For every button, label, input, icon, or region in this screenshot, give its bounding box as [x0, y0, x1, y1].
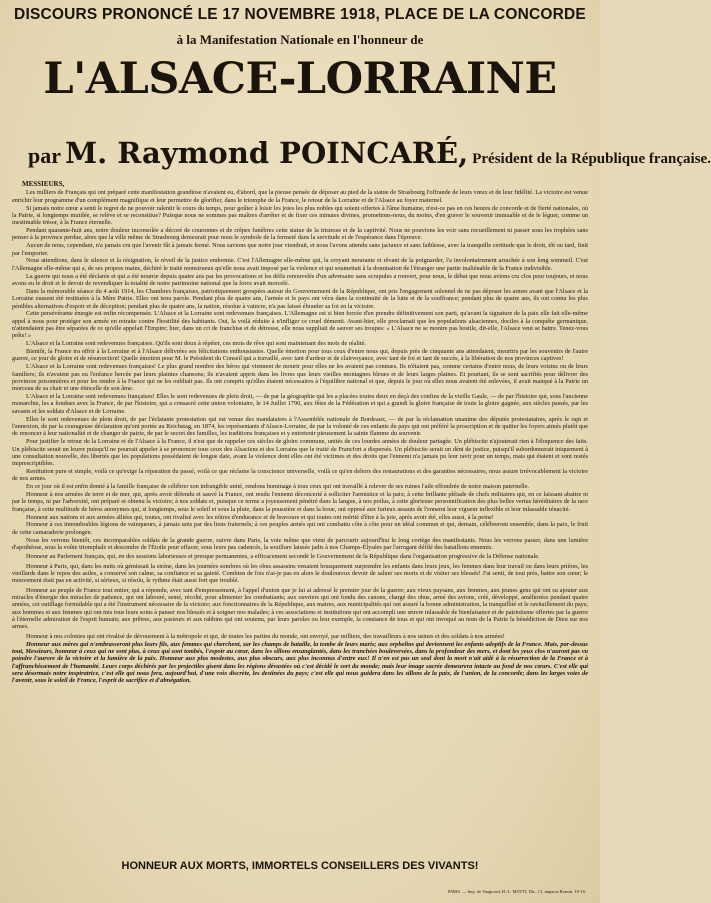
- salutation: MESSIEURS,: [22, 180, 65, 188]
- paragraph: Pour justifier le retour de la Lorraine et de l'Alsace à la France, il n'est que de rappeler ces siècles de gloire commune, unités de ces lourdes années de douleur partagée. Un plébiscite n'ajouterait rien à l'éloquence des faits. Un plébiscite serait un leurre puisqu'il ne pourrait appeler à se prononcer tous ceux des Alsaciens et des Lorrains que le traité de Francfort a dispersés. Un plébiscite serait un déni de justice, puisqu'il subordonnerait iniquement à une consultation nouvelle, des libertés que les populations possédaient de longue date, avant la violence dont elles ont été victimes et des droits que l'ennemi n'a jamais pu leur ravir pour un temps, mais qui étaient et sont restés imprescriptibles.: [12, 438, 588, 468]
- paragraph: Honneur à Paris, qui, dans les nuits où gémissait la sirène, dans les journées sombres où les obus assassins venaient brusquement surprendre les enfants dans leurs jeux, les femmes dans leur travail ou dans leurs prières, les vieillards dans le repos des asiles, a conservé son calme, sa confiance et sa gaieté. Combien de fois n'ai-je pas eu alors le douloureux devoir de saluer ses morts et de visiter ses blessés! J'ai senti, de tout près, battre son cœur; le mouvement était pas en activité, si sérieux, si résolu, le rythme était aussi fort que troublé.: [12, 562, 588, 585]
- closing-line: HONNEUR AUX MORTS, IMMORTELS CONSEILLERS DES VIVANTS!: [121, 860, 479, 872]
- paragraph: Nous attendions, dans le silence et la résignation, le réveil de la justice endormie. C'est l'Allemagne elle-même qui, la croyant mourante et rêvant de la poignarder, l'a involontairement arrachée à son long sommeil. C'est l'Allemagne elle-même qui a, de ses propres mains, déchiré le traité monstrueux qu'elle nous avait imposé par la violence et qui soumettait à la domination de l'étranger une partie inaliénable de la France indivisible.: [12, 257, 588, 272]
- paragraph: Honneur aux nations et aux armées alliées qui, toutes, ont rivalisé avec les nôtres d'endurance et de bravoure et qui toutes ont mérité d'être à la joie, après avoir été, elles aussi, à la peine!: [26, 513, 494, 521]
- event-subheading: à la Manifestation Nationale en l'honneur de: [176, 32, 424, 47]
- paragraph: Nous les verrons bientôt, ces incomparables soldats de la grande guerre, suivre dans Paris, la voie même que vient de parcourir aujourd'hui le long cortège des manifestants. Nous les verrons passer, dans une lumière d'apothéose, sous la voûte triomphale et descendre de l'Étoile pour effacer, sous leurs pas cadencés, la souillure laissée jadis à nos Champs-Élysées par l'arrogant défilé des bataillons ennemis.: [12, 536, 588, 551]
- paragraph: En ce jour où il est enfin donné à la famille française de célébrer son infrangible unité, rendons hommage à tous ceux qui ont travaillé à relever de ses ruines l'aile effondrée de notre maison paternelle.: [26, 483, 530, 491]
- speech-body: [12, 181, 588, 859]
- byline-par: par: [28, 143, 61, 168]
- paragraph: Bientôt, la France ira offrir à la Lorraine et à l'Alsace délivrées ses félicitations enthousiastes. Quelle émotion pour tous ceux d'entre nous qui, depuis près de cinquante ans attendaient, meurtris par les souvenirs de l'autre guerre, ce jour de gloire et de résurrection! Quelle émotion pour M. le Président du Conseil qui a travaillé, avec tant d'ardeur et de clairvoyance, avec tant de foi et tant de succès, à la libération de nos provinces captives!: [12, 348, 588, 363]
- paragraph: Pendant quarante-huit ans, notre douleur inconsolée a décoré de couronnes et de crêpes funèbres cette statue de la tristesse et de la captivité. Nous ne pouvions les voir sans recueillement ni passer sous les trophées sans penser à la province perdue, alors que la ville même de Strasbourg demeurait pour nous le symbole de la fermeté dans la servitude et de l'espérance dans l'épreuve.: [12, 227, 588, 242]
- paragraph: Honneur à nos colonies qui ont rivalisé de dévouement à la métropole et qui, de toutes les parties du monde, ont envoyé, par milliers, des travailleurs à nos usines et des soldats à nos armées!: [26, 632, 505, 640]
- byline: [28, 136, 711, 170]
- speaker-role: Président de la République française.: [472, 151, 711, 167]
- paragraph: Honneur à nos armées de terre et de mer, qui, après avoir défendu et sauvé la France, ont rendu l'ennemi déconcerté à solliciter l'armistice et la paix; à cette brillante pléiade de chefs militaires qui, en ce laissant abattre ni par le temps, ni par l'adversité, ont préparé et obtenu la victoire; à nos soldats et, puisque ce terme a joyeusement pénétré dans la langue, à nos poilus, à cette glorieuse personnification des plus belles vertus héréditaires de la race française, à cette multitude de héros anonymes qui, si longtemps, sous le soleil et sous la pluie, dans la poussière et dans la boue, ont opposé aux furieux assauts de l'ennemi leur vigueur inflexible et leur inlassable ténacité.: [12, 491, 588, 513]
- paragraph: Si jamais notre cœur a senti le regret de ne pouvoir ralentir le cours du temps, pour goûter à loisir les joies les plus nobles qui soient offertes à l'âme humaine, n'est-ce pas en ces heures de concorde et de fierté nationales, où la Patrie, si longtemps mutilée, se relève et se reconstitue? Puisque nous ne sommes pas maîtres d'arrêter et de fixer ces minutes divines, promettons-nous, du moins, d'en graver le souvenir immuable et de le léguer, comme un inestimable trésor, à la France éternelle.: [12, 204, 588, 227]
- paragraph: L'Alsace et la Lorraine sont redevenues françaises! Le plus grand nombre des héros qui viennent de mourir pour elles ne les avaient pas connues. Ils n'étaient pas, comme certains d'entre nous, de leurs voisins ou de leurs familiers; ils n'avaient pas eu l'enfance bercée par leurs plaintes chansons; ils n'avaient appris dans les livres que leurs vieilles montagnes bleues et de leurs larges plaines. Et pourtant, ils se sont sacrifiés pour délivrer des provinces prisonnières et pour les rendre à la France qui ne les oubliait pas. Ils ont compris qu'elles étaient nécessaires à l'équilibre national et que, depuis le jour où elles nous avaient été enlevées, il avait manqué à la Patrie un morceau de sa chair et une étincelle de son âme.: [12, 363, 588, 393]
- paragraph: La guerre qui nous a été déclarée et qui a été nourrie depuis quatre ans par les provocations et les défis renouvelés d'un adversaire sans scrupules a rouvert, pour nous, le débat que nous avions cru clos pour toujours, et nous avons eu le droit et le devoir de revendiquer la totalité de notre patrimoine national que la force avait morcelé.: [12, 272, 588, 287]
- paragraph: L'Alsace et la Lorraine sont redevenues françaises! Elles le sont redevenues de plein droit, — de par la géographie qui les a placées toutes deux en deçà des confins de la vieille Gaule, — de par l'histoire qui, sous l'ancienne monarchie, les a fondues avec la France, de par l'histoire, qui a consacré cette union volontaire, le 14 Juillet 1790, aux fêtes de la Fédération et qui a grandi la gloire française de toute la gloire gagnée, aux siècles passés, par les savants et les soldats d'Alsace et de Lorraine.: [12, 393, 588, 415]
- speaker-name: M. Raymond POINCARÉ,: [65, 136, 469, 170]
- paragraph: Dans la mémorable séance du 4 août 1914, les Chambres françaises, patriotiquement groupées autour du Gouvernement de la République, ont pris l'engagement solennel de ne pas déposer les armes avant que l'Alsace et la Lorraine eussent été restituées à la Mère Patrie. Elles ont tenu parole. Pendant plus de quatre ans, l'armée et le pays ont vécu dans la continuité de la lutte et de la souffrance; pendant plus de quatre ans, ils ont connu les plus pénibles alternatives d'espoir et de déception; pendant plus de quatre ans, la nation, résolue à vaincre, n'a pas laissé ébranler sa foi en la victoire.: [12, 287, 588, 310]
- speech-heading: DISCOURS PRONONCÉ LE 17 NOVEMBRE 1918, PLACE DE LA CONCORDE: [14, 6, 586, 23]
- paragraph: Aucun de nous, cependant, n'a jamais cru que l'avenir fût à jamais fermé. Nous savions que notre jour viendrait, et nous l'avons attendu sans jactance et sans faiblesse, avec la tranquille certitude que le droit, tôt ou tard, finit par l'emporter.: [12, 242, 588, 257]
- paragraph: Honneur à ces innombrables légions de vainqueurs, à jamais unis par des liens fraternels; à ces peuples armés qui ont combattu côte à côte pour un idéal commun et qui, demain, célébreront ensemble, dans la paix, le fruit de cette camaraderie prolongée.: [12, 521, 588, 536]
- paragraph: L'Alsace et la Lorraine sont redevenues françaises. Qu'ils sont doux à répéter, ces mots de rêve qui sont maintenant des mots de réalité.: [26, 340, 367, 348]
- paragraph: Restitution pure et simple, voilà ce qu'exige la réparation du passé, voilà ce que réclame la conscience universelle, voilà ce qu'en dehors des restaurations et des garanties nécessaires, nous assure irrévocablement la victoire de nos armes.: [12, 468, 588, 483]
- paragraph: Les milliers de Français qui ont préparé cette manifestation grandiose n'avaient eu, d'abord, que la pieuse pensée de déposer au pied de la statue de Strasbourg l'offrande de leurs vœux et de leur fidélité. La victoire est venue enrichir leur programme d'un complément magnifique et leur permettre de glorifier, dans le triomphe de la France, le retour de la Lorraine et de l'Alsace au foyer maternel.: [12, 189, 588, 204]
- paragraph: Honneur au Parlement français, qui, en des sessions laborieuses et presque permanentes, a efficacement secondé le Gouvernement de la République dans l'organisation progressive de la Défense nationale.: [26, 553, 540, 561]
- paragraph: Honneur au peuple de France tout entier, qui a répondu, avec tant d'empressement, à l'appel d'union que je lui ai adressé le premier jour de la guerre; aux vieux paysans, aux femmes, aux jeunes gens qui ont su ajouter aux miracles d'énergie des miracles de patience, qui ont labouré, semé, récolté, pour alimenter les combattants; aux ouvriers qui ont fondu des canons, chargé des obus, armé des avions, créé, développé, améliorées pendant quatre années, cet outillage formidable qui a été l'instrument nécessaire de la victoire; aux fonctionnaires de la République, aux maires, aux municipalités qui ont assuré la bonne administration, la tranquillité et le ravitaillement du pays; aux hommes et aux femmes qui ont mis tous leurs soins à panser nos blessés et à soigner nos malades; à ces associations et institutions qui ont accompli une œuvre inlassable de bienfaisance et de patriotisme offertes par la guerre à l'éternelle admiration de l'esprit humain; aux prêtres, aux pasteurs et aux rabbins qui ont soutenu, par leurs paroles ou leur exemple, la constance de tous et qui ont invoqué au nom de la Patrie la bénédiction de Dieu sur nos armes.: [12, 586, 588, 631]
- paragraph: Honneur aux mères qui n'embrasseront plus leurs fils, aux femmes qui cherchent, sur les champs de bataille, la tombe de leurs maris; aux orphelins qui deviennent les enfants adoptifs de la France. Mais, par-dessus tout, Messieurs, honneur à ceux qui ne sont plus, à ceux qui sont tombés, l'espoir au cœur, dans les sillons ensanglantés, dans les tranchées bouleversées, dans la profondeur des mers, et dont les yeux clos n'auront pas vu poindre l'aurore de la victoire et la lumière de la paix. Honneur aux plus modestes, aux plus obscurs, aux plus inconnus d'entre eux! Il n'en est pas un seul dont la mort n'ait aidé à la résurrection de la France et à l'affranchissement de l'humanité. Leurs corps déchirés par les projectiles gisent dans les régions dévastées où c'est décidé le sort du monde; mais leur image sacrée demeurera intacte au fond de nos cœurs. C'est elle qui sera désormais notre inspiratrice, c'est elle qui nous fera, aujourd'hui, d'une voix discrète, les destinées du pays; c'est elle qui nous guidera dans les sillons de la paix, de l'union, de la concorde; dans les larges voies de l'avenir, sous le soleil de France, l'esprit de sacrifice et d'abnégation.: [12, 640, 588, 685]
- paragraph: Elles le sont redevenues de plein droit, de par l'éclatante protestation qui est venue des mandataires à l'Assemblée nationale de Bordeaux, — de par la réclamation unanime des députés protestataires, après le rapt et l'annexion, de par la courageuse déclaration qu'ont portée au Reichstag, en 1874, les représentants d'Alsace-Lorraine, de par la volonté de ces enfants du pays qui ont préféré la proscription et de quitter les foyers aimés plutôt que de renoncer à leur nationalité et de changer de patrie, de par le secret des familles, les traditions françaises et y entretenir pieusement la sainte flamme du souvenir.: [12, 415, 588, 438]
- paragraph: Cette persévérante énergie est enfin récompensée. L'Alsace et la Lorraine sont redevenues françaises. L'Allemagne est si bien forcée d'en prendre définitivement son parti, qu'avant la signature de la paix elle fait elle-même appel à nous pour protéger son armée en retraite contre l'hostilité des habitants. Oui, la voilà réduite à n'infliger ce cruel démenti. Avant-hier, elle proclamait que les populations alsaciennes, dociles à la conquête germanique, n'attendaient pas être séparées de ce qu'elle appelait l'Empire; hier, dans un cri de franchise et de détresse, elle nous suppliait de sauver ses troupes: « L'Alsace ne se montre pas hostile, dit-elle, l'Alsace veut se battre. Tenez-vous prêts! »: [12, 310, 588, 340]
- poster-title: L'ALSACE-LORRAINE: [43, 54, 557, 104]
- printer-imprint: PARIS. — Imp. de Vaugirard, H.-L. MOTTI, Dir., 13, impasse Ronsin. 10-18.: [447, 889, 586, 894]
